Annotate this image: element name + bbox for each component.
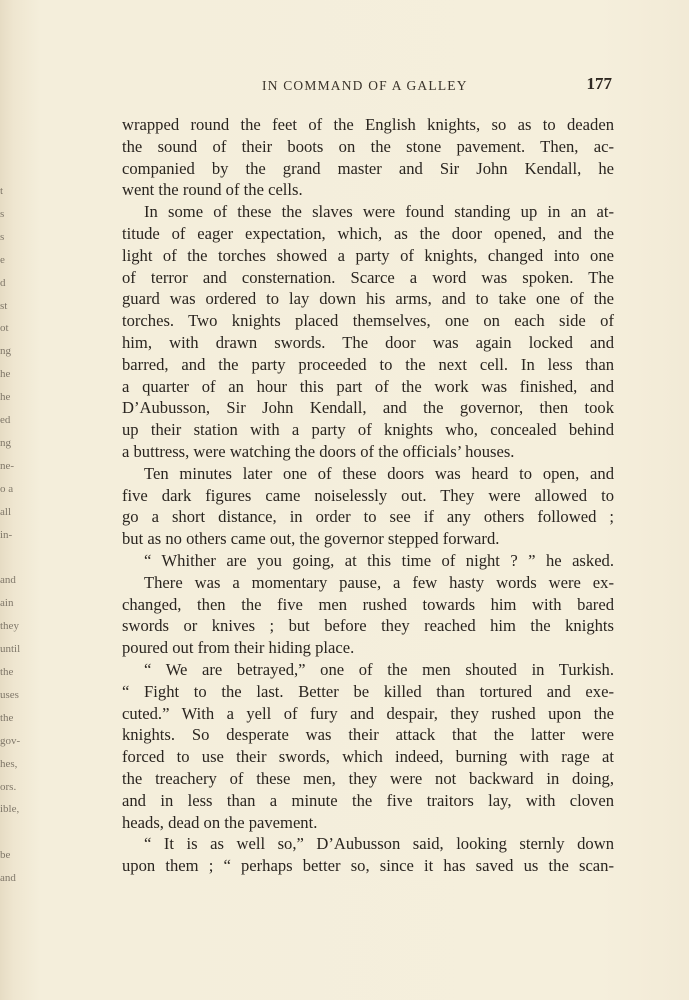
bleed-fragment: the: [0, 711, 14, 724]
text-line: guard was ordered to lay down his arms, and to take one of the: [122, 289, 614, 309]
text-line: go a short distance, in order to see if any others followed ;: [122, 507, 614, 527]
text-line: torches. Two knights placed themselves, one on each side of: [122, 311, 614, 331]
bleed-fragment: the: [0, 666, 14, 679]
bleed-fragment: they: [0, 620, 19, 633]
text-line: “ Fight to the last. Better be killed than tortured and exe-: [122, 681, 614, 701]
text-line: In some of these the slaves were found standing up in an at-: [144, 202, 614, 222]
text-line: wrapped round the feet of the English knights, so as to deaden: [122, 115, 614, 134]
text-line: “ It is as well so,” D’Aubusson said, looking sternly down: [144, 834, 614, 854]
bleed-fragment: s: [0, 207, 5, 220]
text-line: barred, and the party proceeded to the next cell. In less than: [122, 354, 614, 374]
text-line: swords or knives ; but before they reached him the knights: [122, 616, 614, 636]
text-line: five dark figures came noiselessly out. They were allowed to: [122, 485, 614, 505]
text-line: Ten minutes later one of these doors was heard to open, and: [144, 463, 614, 483]
text-line: D’Aubusson, Sir John Kendall, and the governor, then took: [122, 398, 614, 418]
text-line: companied by the grand master and Sir John Kendall, he: [122, 158, 614, 178]
text-line: a quarter of an hour this part of the work was finished, and: [122, 376, 614, 396]
text-line: poured out from their hiding place.: [122, 638, 355, 658]
bleed-fragment: ot: [0, 322, 9, 335]
text-line: There was a momentary pause, a few hasty words were ex-: [144, 572, 614, 592]
bleed-fragment: ng: [0, 436, 11, 449]
margin-bleed-through: [0, 180, 21, 900]
body-text: [122, 114, 614, 877]
bleed-fragment: t: [0, 185, 4, 197]
running-head: [262, 74, 612, 96]
text-line: “ We are betrayed,” one of the men shouted in Turkish.: [144, 659, 614, 679]
text-line: but as no others came out, the governor stepped forward.: [122, 529, 500, 549]
bleed-fragment: he: [0, 391, 11, 404]
bleed-fragment: be: [0, 849, 11, 862]
text-line: “ Whither are you going, at this time of night ? ” he asked.: [144, 550, 614, 570]
text-line: the sound of their boots on the stone pavement. Then, ac-: [122, 136, 614, 156]
text-line: heads, dead on the pavement.: [122, 812, 318, 832]
text-line: went the round of the cells.: [122, 180, 303, 200]
bleed-fragment: he: [0, 368, 11, 381]
text-line: up their station with a party of knights who, concealed behind: [122, 420, 614, 440]
bleed-fragment: s: [0, 230, 5, 243]
bleed-fragment: ne-: [0, 459, 15, 472]
text-line: forced to use their swords, which indeed, burning with rage at: [122, 747, 614, 767]
text-line: upon them ; “ perhaps better so, since it has saved us the scan-: [122, 856, 614, 876]
text-line: knights. So desperate was their attack that the latter were: [122, 725, 614, 745]
bleed-fragment: in-: [0, 528, 13, 541]
bleed-fragment: st: [0, 299, 8, 312]
text-line: him, with drawn swords. The door was again locked and: [122, 332, 614, 352]
text-line: cuted.” With a yell of fury and despair, they rushed upon the: [122, 703, 614, 723]
page-number: 177: [586, 74, 612, 93]
text-line: titude of eager expectation, which, as the door opened, and the: [122, 223, 614, 243]
text-line: the treachery of these men, they were not backward in doing,: [122, 768, 614, 788]
text-line: of terror and consternation. Scarce a word was spoken. The: [122, 267, 614, 287]
bleed-fragment: ng: [0, 345, 11, 358]
bleed-fragment: ed: [0, 414, 11, 427]
running-head-title: IN COMMAND OF A GALLEY: [262, 78, 468, 93]
bleed-fragment: o a: [0, 482, 14, 495]
bleed-fragment: and: [0, 574, 16, 587]
text-line: light of the torches showed a party of knights, changed into one: [122, 245, 614, 265]
bleed-fragment: ain: [0, 597, 14, 610]
bleed-fragment: all: [0, 505, 11, 518]
bleed-fragment: until: [0, 643, 21, 656]
bleed-fragment: [0, 821, 18, 844]
text-line: changed, then the five men rushed towards him with bared: [122, 594, 614, 614]
text-line: a buttress, were watching the doors of the officials’ houses.: [122, 441, 515, 461]
bleed-fragment: ors.: [0, 780, 17, 793]
text-line: and in less than a minute the five traitors lay, with cloven: [122, 790, 614, 810]
bleed-fragment: hes,: [0, 757, 18, 770]
bleed-fragment: [0, 547, 18, 570]
bleed-fragment: e: [0, 253, 5, 266]
bleed-fragment: gov-: [0, 734, 21, 747]
bleed-fragment: and: [0, 872, 16, 885]
bleed-fragment: d: [0, 276, 6, 289]
bleed-fragment: ible,: [0, 803, 20, 816]
bleed-fragment: uses: [0, 688, 19, 701]
